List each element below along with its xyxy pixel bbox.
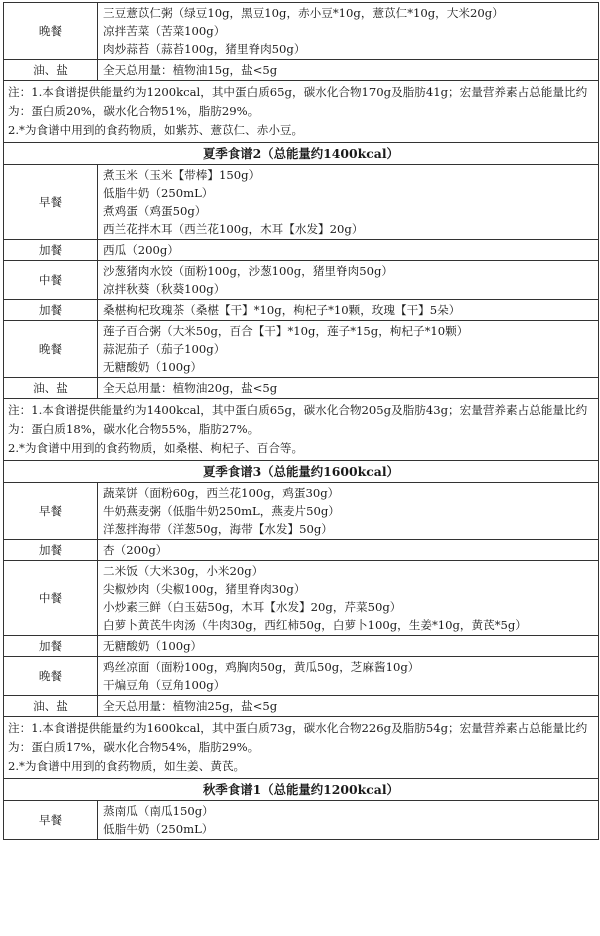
dish-item: 凉拌秋葵（秋葵100g） — [103, 282, 226, 296]
dish-item: 蒜泥茄子（茄子100g） — [103, 342, 226, 356]
meal-row — [4, 60, 599, 81]
note-row — [4, 717, 599, 779]
meal-label: 晚餐 — [4, 3, 98, 60]
dish-item: 煮鸡蛋（鸡蛋50g） — [103, 204, 207, 218]
meal-items — [98, 483, 599, 540]
meal-row — [4, 300, 599, 321]
meal-row — [4, 540, 599, 561]
dish-item: 三豆薏苡仁粥（绿豆10g，黑豆10g，赤小豆*10g，薏苡仁*10g，大米20g） — [103, 6, 504, 20]
meal-label: 中餐 — [4, 261, 98, 300]
meal-row — [4, 483, 599, 540]
meal-row — [4, 696, 599, 717]
meal-label: 油、盐 — [4, 696, 98, 717]
dish-item: 二米饭（大米30g，小米20g） — [103, 564, 264, 578]
recipe-table — [3, 2, 599, 840]
dish-item: 煮玉米（玉米【带棒】150g） — [103, 168, 261, 182]
meal-label: 晚餐 — [4, 321, 98, 378]
note-row — [4, 399, 599, 461]
nutrition-note — [4, 717, 599, 779]
note-line: 注：1.本食谱提供能量约为1200kcal，其中蛋白质65g，碳水化合物170g及脂肪41g；宏量营养素占总能量比约为：蛋白质20%，碳水化合物51%，脂肪29%。 — [8, 85, 588, 118]
dish-item: 凉拌苦菜（苦菜100g） — [103, 24, 226, 38]
meal-label: 早餐 — [4, 165, 98, 240]
meal-items — [98, 3, 599, 60]
dish-item: 干煸豆角（豆角100g） — [103, 678, 226, 692]
dish-item: 莲子百合粥（大米50g，百合【干】*10g，莲子*15g，枸杞子*10颗） — [103, 324, 469, 338]
section-title: 夏季食谱2（总能量约1400kcal） — [4, 143, 599, 165]
note-line: 2.*为食谱中用到的食药物质，如生姜、黄芪。 — [8, 759, 246, 773]
section-title-row — [4, 143, 599, 165]
meal-row — [4, 321, 599, 378]
meal-items — [98, 696, 599, 717]
meal-row — [4, 3, 599, 60]
dish-item: 沙葱猪肉水饺（面粉100g，沙葱100g，猪里脊肉50g） — [103, 264, 393, 278]
meal-label: 加餐 — [4, 300, 98, 321]
dish-item: 洋葱拌海带（洋葱50g，海带【水发】50g） — [103, 522, 333, 536]
dish-item: 牛奶燕麦粥（低脂牛奶250mL，燕麦片50g） — [103, 504, 340, 518]
meal-items — [98, 540, 599, 561]
meal-items — [98, 378, 599, 399]
dish-item: 鸡丝凉面（面粉100g，鸡胸肉50g，黄瓜50g，芝麻酱10g） — [103, 660, 420, 674]
dish-item: 全天总用量：植物油25g，盐<5g — [103, 699, 278, 713]
meal-items — [98, 261, 599, 300]
meal-row — [4, 165, 599, 240]
section-title-row — [4, 779, 599, 801]
dish-item: 西兰花拌木耳（西兰花100g，木耳【水发】20g） — [103, 222, 364, 236]
meal-items — [98, 60, 599, 81]
section-title: 秋季食谱1（总能量约1200kcal） — [4, 779, 599, 801]
dish-item: 无糖酸奶（100g） — [103, 639, 203, 653]
dish-item: 小炒素三鲜（白玉菇50g，木耳【水发】20g，芹菜50g） — [103, 600, 402, 614]
dish-item: 西瓜（200g） — [103, 243, 179, 257]
nutrition-note — [4, 81, 599, 143]
note-line: 2.*为食谱中用到的食药物质，如紫苏、薏苡仁、赤小豆。 — [8, 123, 304, 137]
dish-item: 低脂牛奶（250mL） — [103, 822, 214, 836]
meal-row — [4, 261, 599, 300]
meal-label: 油、盐 — [4, 60, 98, 81]
section-title-row — [4, 461, 599, 483]
meal-items — [98, 321, 599, 378]
meal-items — [98, 657, 599, 696]
meal-items — [98, 561, 599, 636]
meal-row — [4, 561, 599, 636]
meal-label: 加餐 — [4, 636, 98, 657]
nutrition-note — [4, 399, 599, 461]
meal-row — [4, 240, 599, 261]
meal-label: 中餐 — [4, 561, 98, 636]
dish-item: 低脂牛奶（250mL） — [103, 186, 214, 200]
dish-item: 桑椹枸杞玫瑰茶（桑椹【干】*10g，枸杞子*10颗，玫瑰【干】5朵） — [103, 303, 461, 317]
meal-label: 早餐 — [4, 801, 98, 840]
note-line: 注：1.本食谱提供能量约为1400kcal，其中蛋白质65g，碳水化合物205g及脂肪43g；宏量营养素占总能量比约为：蛋白质18%，碳水化合物55%，脂肪27%。 — [8, 403, 588, 436]
dish-item: 蒸南瓜（南瓜150g） — [103, 804, 214, 818]
note-line: 2.*为食谱中用到的食药物质，如桑椹、枸杞子、百合等。 — [8, 441, 304, 455]
recipe-table-body — [4, 3, 599, 840]
meal-label: 加餐 — [4, 240, 98, 261]
meal-label: 油、盐 — [4, 378, 98, 399]
section-title: 夏季食谱3（总能量约1600kcal） — [4, 461, 599, 483]
meal-row — [4, 636, 599, 657]
dish-item: 白萝卜黄芪牛肉汤（牛肉30g，西红柿50g，白萝卜100g，生姜*10g，黄芪*5g） — [103, 618, 527, 632]
dish-item: 全天总用量：植物油15g，盐<5g — [103, 63, 278, 77]
meal-items — [98, 636, 599, 657]
note-line: 注：1.本食谱提供能量约为1600kcal，其中蛋白质73g，碳水化合物226g及脂肪54g；宏量营养素占总能量比约为：蛋白质17%，碳水化合物54%，脂肪29%。 — [8, 721, 588, 754]
meal-label: 加餐 — [4, 540, 98, 561]
note-row — [4, 81, 599, 143]
meal-row — [4, 801, 599, 840]
meal-label: 晚餐 — [4, 657, 98, 696]
dish-item: 杏（200g） — [103, 543, 168, 557]
dish-item: 全天总用量：植物油20g，盐<5g — [103, 381, 278, 395]
dish-item: 肉炒蒜苔（蒜苔100g，猪里脊肉50g） — [103, 42, 306, 56]
meal-row — [4, 657, 599, 696]
dish-item: 无糖酸奶（100g） — [103, 360, 203, 374]
meal-row — [4, 378, 599, 399]
meal-items — [98, 165, 599, 240]
meal-label: 早餐 — [4, 483, 98, 540]
dish-item: 蔬菜饼（面粉60g，西兰花100g，鸡蛋30g） — [103, 486, 340, 500]
meal-items — [98, 300, 599, 321]
dish-item: 尖椒炒肉（尖椒100g，猪里脊肉30g） — [103, 582, 306, 596]
meal-items — [98, 801, 599, 840]
meal-items — [98, 240, 599, 261]
